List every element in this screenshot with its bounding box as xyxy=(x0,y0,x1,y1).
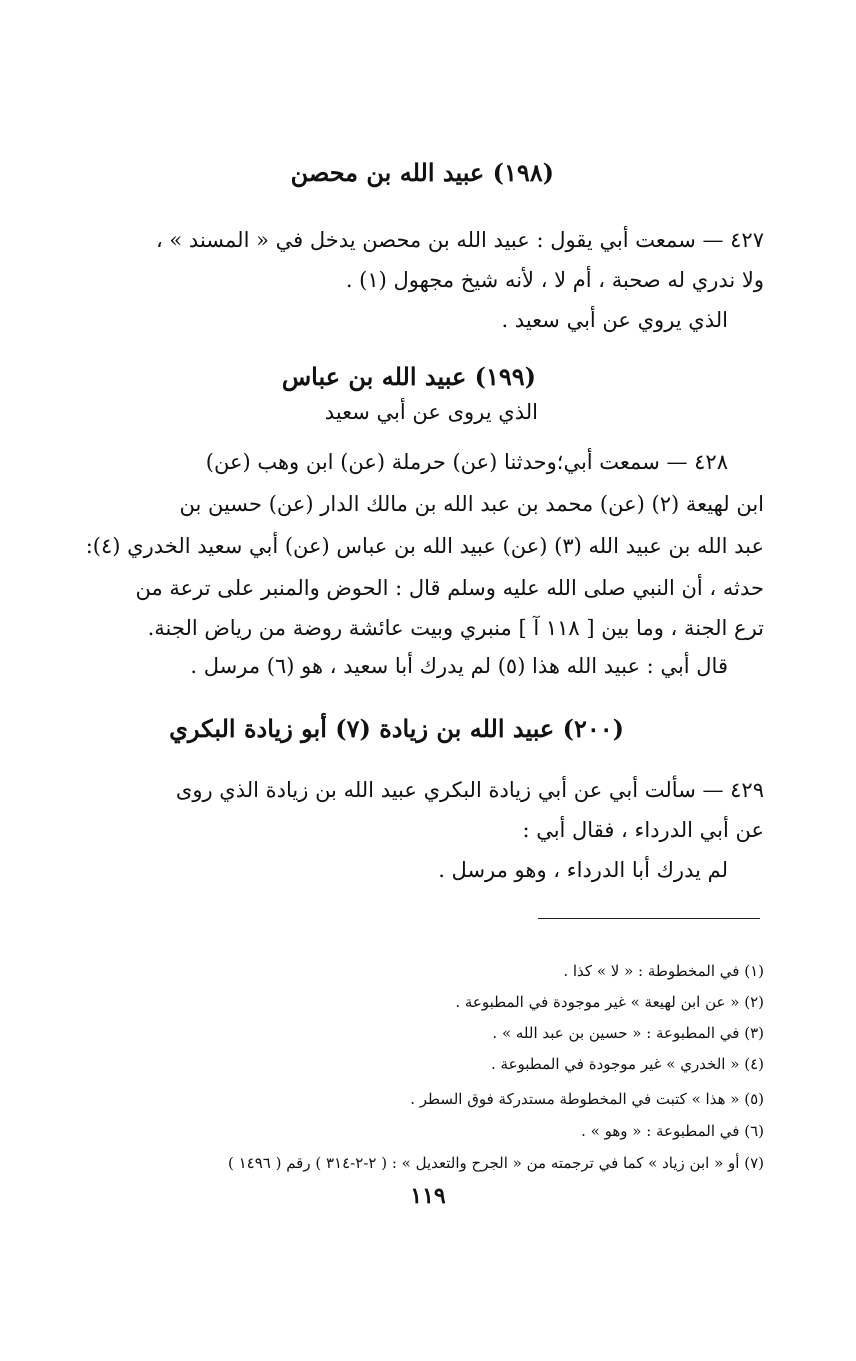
footnote-6 xyxy=(581,1122,764,1140)
entry-428-line-1: ٤٢٨ — سمعت أبي؛وحدثنا (عن) حرملة (عن) ابن وهب (عن) xyxy=(205,450,728,474)
footnote-5 xyxy=(410,1090,764,1108)
footnote-3 xyxy=(492,1024,764,1042)
entry-428-line-2: ابن لهيعة (٢) (عن) محمد بن عبد الله بن مالك الدار (عن) حسين بن xyxy=(179,492,764,516)
footnote-text: « عن ابن لهيعة » غير موجودة في المطبوعة . xyxy=(455,993,740,1011)
footnote-number: (١) xyxy=(744,962,764,980)
footnote-text: أو « ابن زياد » كما في ترجمته من « الجرح والتعديل » : ( ٢-٢-٣١٤ ) رقم ( ١٤٩٦ ) xyxy=(227,1154,740,1172)
entry-427-line-3: الذي يروي عن أبي سعيد . xyxy=(501,308,728,332)
footnote-number: (٧) xyxy=(744,1154,764,1172)
entry-429-line-3: لم يدرك أبا الدرداء ، وهو مرسل . xyxy=(438,858,728,882)
entry-429-line-1: ٤٢٩ — سألت أبي عن أبي زيادة البكري عبيد الله بن زيادة الذي روى xyxy=(175,778,764,802)
footnote-number: (٦) xyxy=(744,1122,764,1140)
entry-428-line-4: حدثه ، أن النبي صلى الله عليه وسلم قال : الحوض والمنبر على ترعة من xyxy=(135,576,764,600)
footnote-text: « الخدري » غير موجودة في المطبوعة . xyxy=(491,1055,740,1073)
entry-429-line-2: عن أبي الدرداء ، فقال أبي : xyxy=(522,818,764,842)
footnote-number: (٤) xyxy=(744,1055,764,1073)
footnote-text: « هذا » كتبت في المخطوطة مستدركة فوق السطر . xyxy=(410,1090,740,1108)
footnote-text: في المخطوطة : « لا » كذا . xyxy=(563,962,740,980)
page-number: ١١٩ xyxy=(410,1183,446,1209)
section-heading-200: (٢٠٠) عبيد الله بن زيادة (٧) أبو زيادة البكري xyxy=(169,714,624,743)
entry-428-line-5: ترع الجنة ، وما بين [ ١١٨ آ ] منبري وبيت عائشة روضة من رياض الجنة. xyxy=(147,616,764,640)
footnote-1 xyxy=(563,962,764,980)
footnote-separator xyxy=(538,918,760,919)
section-subheading-199: الذي يروى عن أبي سعيد xyxy=(324,400,538,424)
footnote-number: (٣) xyxy=(744,1024,764,1042)
footnote-text: في المطبوعة : « وهو » . xyxy=(581,1122,740,1140)
footnote-7 xyxy=(228,1154,764,1172)
section-heading-198: (١٩٨) عبيد الله بن محصن xyxy=(290,158,554,187)
entry-427-line-2: ولا ندري له صحبة ، أم لا ، لأنه شيخ مجهول (١) . xyxy=(345,268,764,292)
entry-427-line-1: ٤٢٧ — سمعت أبي يقول : عبيد الله بن محصن يدخل في « المسند » ، xyxy=(155,228,764,252)
footnote-text: في المطبوعة : « حسين بن عبد الله » . xyxy=(492,1024,740,1042)
footnote-number: (٢) xyxy=(744,993,764,1011)
entry-428-line-6: قال أبي : عبيد الله هذا (٥) لم يدرك أبا سعيد ، هو (٦) مرسل . xyxy=(190,654,728,678)
entry-428-line-3: عبد الله بن عبيد الله (٣) (عن) عبيد الله بن عباس (عن) أبي سعيد الخدري (٤): xyxy=(85,534,764,558)
footnote-2 xyxy=(455,993,764,1011)
footnote-4 xyxy=(491,1055,764,1073)
footnote-number: (٥) xyxy=(744,1090,764,1108)
section-heading-199: (١٩٩) عبيد الله بن عباس xyxy=(281,362,536,391)
